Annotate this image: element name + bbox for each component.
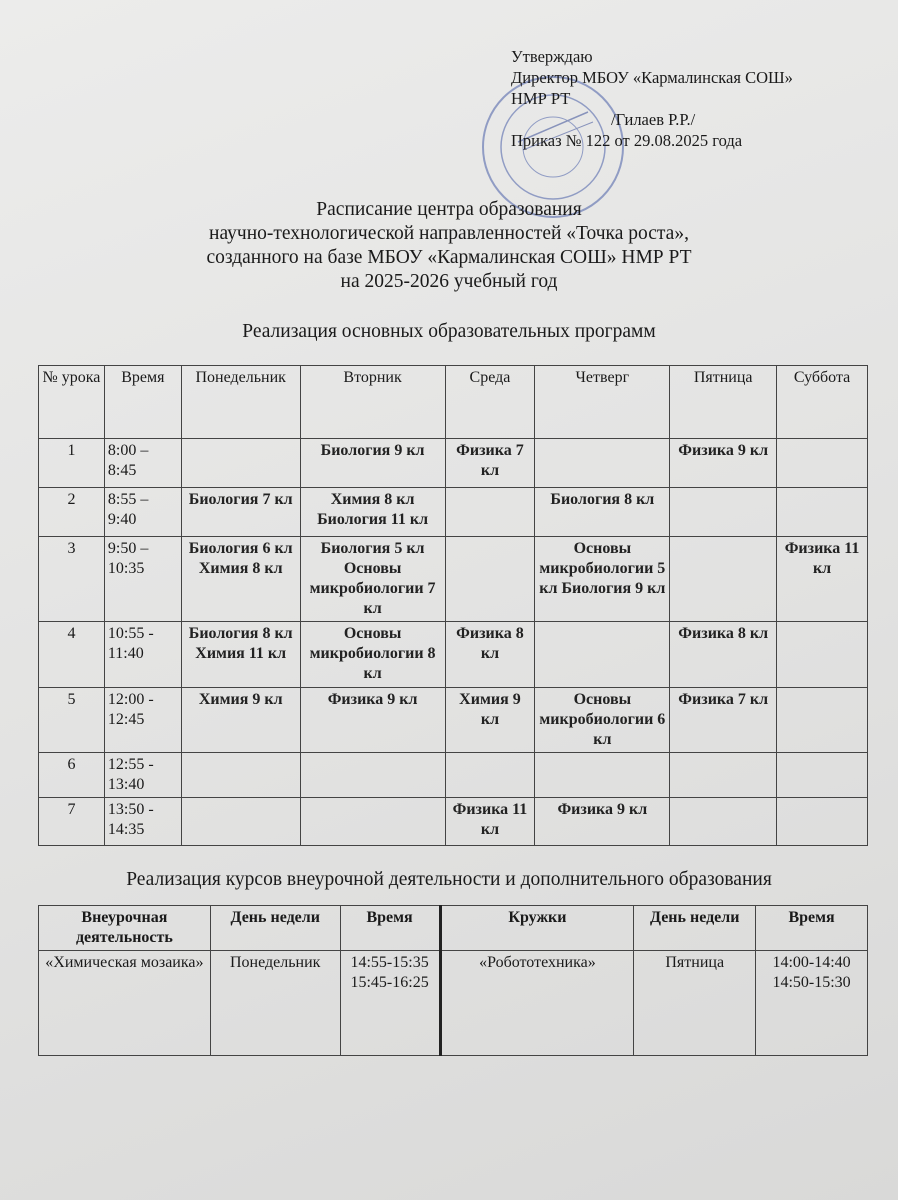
lesson-number: 4 (39, 622, 105, 688)
lesson-cell (670, 537, 777, 622)
table-row (39, 622, 868, 688)
approval-order: Приказ № 122 от 29.08.2025 года (511, 131, 743, 150)
table-row (39, 488, 868, 537)
column-header: Внеурочная деятельность (39, 906, 211, 951)
column-header: Пятница (670, 366, 777, 439)
column-header: Вторник (300, 366, 445, 439)
lesson-number: 1 (39, 439, 105, 488)
lesson-cell (535, 439, 670, 488)
lesson-cell: Химия 9 кл (181, 688, 300, 753)
extra-cell: «Химическая мозаика» (39, 951, 211, 1056)
lesson-time: 10:55 - 11:40 (104, 622, 181, 688)
column-header: Время (340, 906, 440, 951)
lesson-cell: Физика 7 кл (445, 439, 535, 488)
lesson-cell (670, 798, 777, 846)
lesson-cell (535, 622, 670, 688)
extra-cell: Пятница (634, 951, 756, 1056)
lesson-cell (777, 753, 868, 798)
lesson-cell (777, 798, 868, 846)
lesson-time: 13:50 - 14:35 (104, 798, 181, 846)
table-row (39, 688, 868, 753)
lesson-cell (300, 798, 445, 846)
section-heading: Реализация курсов внеурочной деятельности и дополнительного образования (126, 869, 772, 890)
lesson-number: 2 (39, 488, 105, 537)
lesson-time: 12:55 - 13:40 (104, 753, 181, 798)
column-header: Суббота (777, 366, 868, 439)
lesson-cell: Физика 11 кл (445, 798, 535, 846)
column-header: День недели (634, 906, 756, 951)
approval-signature: /Гилаев Р.Р./ (611, 110, 696, 129)
extra-cell: Понедельник (210, 951, 340, 1056)
lesson-cell: Химия 8 кл Биология 11 кл (300, 488, 445, 537)
lesson-cell (445, 488, 535, 537)
lesson-cell (777, 439, 868, 488)
lesson-time: 8:55 – 9:40 (104, 488, 181, 537)
table-row (39, 439, 868, 488)
lesson-time: 8:00 – 8:45 (104, 439, 181, 488)
lesson-cell (535, 753, 670, 798)
table-row (39, 537, 868, 622)
lesson-number: 5 (39, 688, 105, 753)
title-line: на 2025-2026 учебный год (340, 271, 558, 292)
title-line: научно-технологической направленностей «Точка роста», (209, 223, 689, 244)
column-header: Время (756, 906, 868, 951)
lesson-cell (777, 688, 868, 753)
lesson-cell: Физика 7 кл (670, 688, 777, 753)
title-line: созданного на базе МБОУ «Кармалинская СОШ» НМР РТ (206, 247, 692, 268)
approval-line: НМР РТ (511, 89, 571, 108)
lesson-cell: Физика 8 кл (445, 622, 535, 688)
column-header: Время (104, 366, 181, 439)
lesson-cell: Биология 8 кл (535, 488, 670, 537)
lesson-cell (181, 798, 300, 846)
extracurricular-table (38, 905, 868, 1056)
extra-cell: 14:00-14:40 14:50-15:30 (756, 951, 868, 1056)
column-header: Четверг (535, 366, 670, 439)
lesson-cell: Основы микробиологии 6 кл (535, 688, 670, 753)
lesson-time: 12:00 - 12:45 (104, 688, 181, 753)
lesson-cell (300, 753, 445, 798)
schedule-table (38, 365, 868, 846)
title-line: Расписание центра образования (316, 199, 582, 220)
lesson-cell: Химия 9 кл (445, 688, 535, 753)
table-row (39, 753, 868, 798)
lesson-cell: Физика 9 кл (670, 439, 777, 488)
lesson-number: 7 (39, 798, 105, 846)
column-header: Кружки (440, 906, 634, 951)
column-header: День недели (210, 906, 340, 951)
lesson-cell (777, 488, 868, 537)
lesson-cell: Основы микробиологии 5 кл Биология 9 кл (535, 537, 670, 622)
approval-line: Директор МБОУ «Кармалинская СОШ» (511, 68, 793, 87)
table-row (39, 951, 868, 1056)
lesson-cell: Физика 9 кл (300, 688, 445, 753)
lesson-cell: Биология 9 кл (300, 439, 445, 488)
lesson-cell (670, 488, 777, 537)
lesson-cell (181, 753, 300, 798)
lesson-cell (445, 753, 535, 798)
approval-line: Утверждаю (511, 47, 593, 66)
lesson-cell: Физика 8 кл (670, 622, 777, 688)
lesson-cell: Физика 9 кл (535, 798, 670, 846)
column-header: Среда (445, 366, 535, 439)
document-title (0, 198, 898, 294)
column-header: № урока (39, 366, 105, 439)
lesson-cell (670, 753, 777, 798)
lesson-cell: Основы микробиологии 8 кл (300, 622, 445, 688)
lesson-cell: Биология 6 кл Химия 8 кл (181, 537, 300, 622)
section-heading: Реализация основных образовательных программ (242, 321, 656, 342)
lesson-cell: Физика 11 кл (777, 537, 868, 622)
column-header: Понедельник (181, 366, 300, 439)
lesson-cell (181, 439, 300, 488)
lesson-number: 3 (39, 537, 105, 622)
lesson-cell (445, 537, 535, 622)
lesson-cell: Биология 7 кл (181, 488, 300, 537)
approval-block (511, 46, 793, 151)
lesson-time: 9:50 – 10:35 (104, 537, 181, 622)
lesson-cell: Биология 5 кл Основы микробиологии 7 кл (300, 537, 445, 622)
table-row (39, 798, 868, 846)
lesson-number: 6 (39, 753, 105, 798)
extra-cell: «Робототехника» (440, 951, 634, 1056)
extra-cell: 14:55-15:35 15:45-16:25 (340, 951, 440, 1056)
lesson-cell (777, 622, 868, 688)
lesson-cell: Биология 8 кл Химия 11 кл (181, 622, 300, 688)
